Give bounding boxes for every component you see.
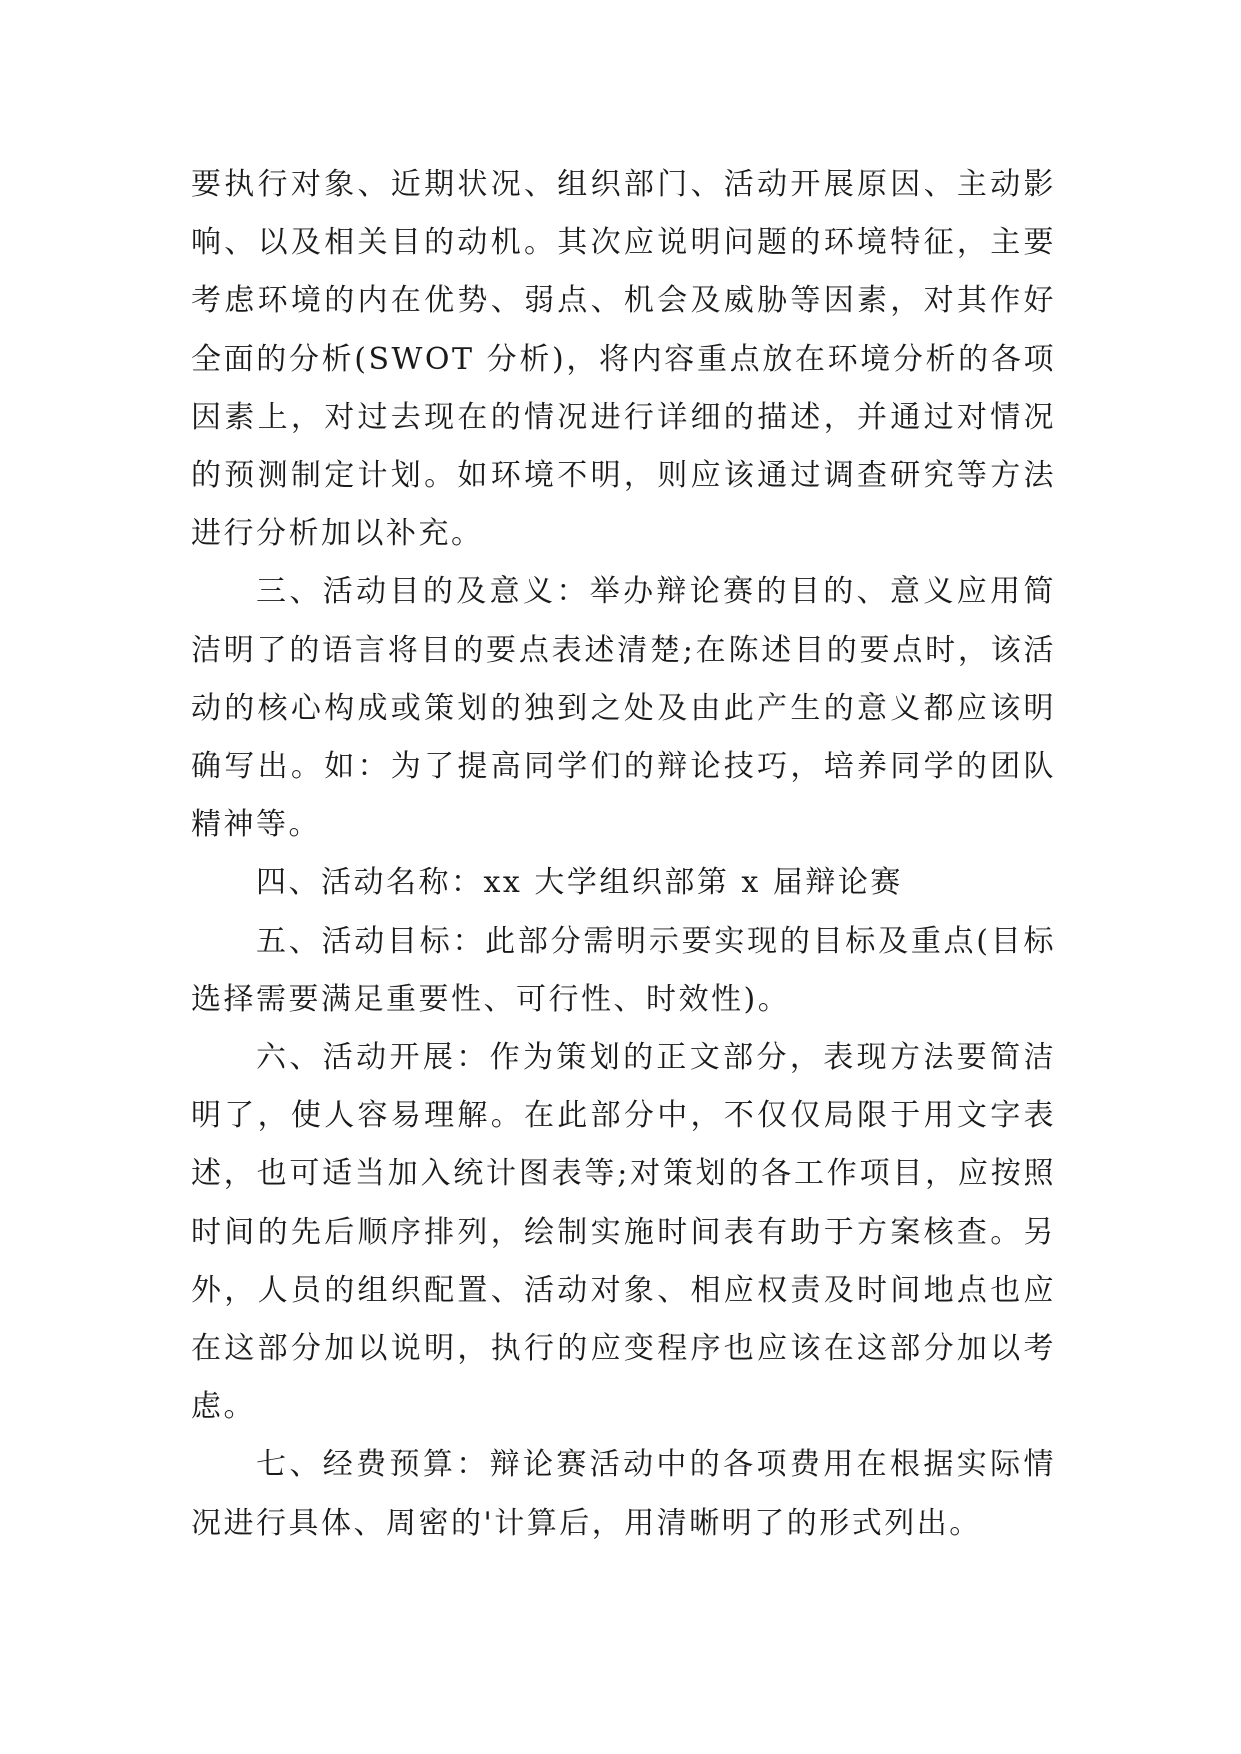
- paragraph-activity-name: 四、活动名称：xx 大学组织部第 x 届辩论赛: [256, 865, 903, 901]
- paragraph-execution: 六、活动开展：作为策划的正文部分，表现方法要简洁明了，使人容易理解。在此部分中，不仅仅局限于用文字表述，也可适当加入统计图表等;对策划的各工作项目，应按照时间的先后顺序排列，绘制实施时间表有助于方案核查。另外，人员的组织配置、活动对象、相应权责及时间地点也应在这部分加以说明，执行的应变程序也应该在这部分加以考虑。: [191, 1040, 1056, 1425]
- paragraph-purpose: 三、活动目的及意义：举办辩论赛的目的、意义应用简洁明了的语言将目的要点表述清楚;在陈述目的要点时，该活动的核心构成或策划的独到之处及由此产生的意义都应该明确写出。如：为了提高同学们的辩论技巧，培养同学的团队精神等。: [191, 574, 1056, 843]
- paragraph-budget: 七、经费预算：辩论赛活动中的各项费用在根据实际情况进行具体、周密的'计算后，用清晰明了的形式列出。: [191, 1447, 1056, 1541]
- paragraph-goals: 五、活动目标：此部分需明示要实现的目标及重点(目标选择需要满足重要性、可行性、时效性)。: [191, 923, 1056, 1017]
- document-body: [191, 156, 1056, 1553]
- paragraph-continuation: 要执行对象、近期状况、组织部门、活动开展原因、主动影响、以及相关目的动机。其次应说明问题的环境特征，主要考虑环境的内在优势、弱点、机会及威胁等因素，对其作好全面的分析(SWOT 分析)，将内容重点放在环境分析的各项因素上，对过去现在的情况进行详细的描述，并通过对情况的预测制定计划。如环境不明，则应该通过调查研究等方法进行分析加以补充。: [191, 167, 1056, 552]
